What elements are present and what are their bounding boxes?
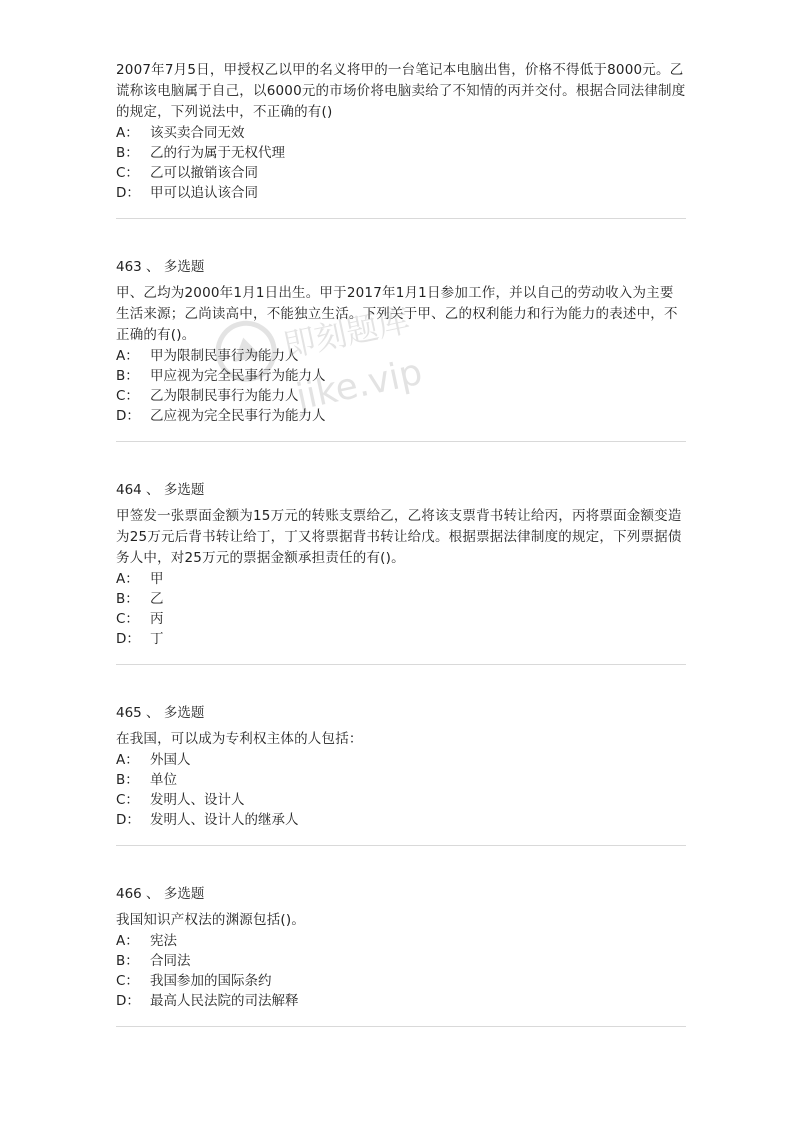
option-text: 合同法 [150,953,191,969]
option-letter: C： [116,792,139,808]
option-letter: B： [116,145,139,161]
question-stem: 我国知识产权法的渊源包括()。 [116,912,306,928]
divider [116,845,686,846]
question-stem: 甲、乙均为2000年1月1日出生。甲于2017年1月1日参加工作，并以自己的劳动收入为主要生活来源；乙尚读高中，不能独立生活。下列关于甲、乙的权利能力和行为能力的表述中，不正确的有()。 [116,285,678,343]
option-text: 丁 [150,631,164,647]
option-b [116,951,686,971]
option-c [116,386,686,406]
option-text: 甲应视为完全民事行为能力人 [150,368,326,384]
option-d [116,810,686,830]
question-block [116,60,686,203]
option-b [116,143,686,163]
option-letter: D： [116,631,140,647]
option-d [116,991,686,1011]
question-header: 463 、 多选题 [116,259,205,275]
option-text: 甲为限制民事行为能力人 [150,348,299,364]
option-text: 宪法 [150,933,177,949]
question-stem: 在我国，可以成为专利权主体的人包括： [116,731,363,747]
option-text: 甲可以追认该合同 [150,185,258,201]
option-d [116,183,686,203]
question-block [116,884,686,1011]
watermark-text: 即刻题库 [279,301,414,365]
option-a [116,569,686,589]
option-letter: C： [116,611,139,627]
option-c [116,609,686,629]
option-text: 发明人、设计人的继承人 [150,812,299,828]
option-d [116,406,686,426]
option-c [116,971,686,991]
question-stem: 甲签发一张票面金额为15万元的转账支票给乙，乙将该支票背书转让给丙，丙将票面金额变造为25万元后背书转让给丁，丁又将票据背书转让给戊。根据票据法律制度的规定，下列票据债务人中，对25万元的票据金额承担责任的有()。 [116,508,682,566]
option-text: 最高人民法院的司法解释 [150,993,299,1009]
option-letter: C： [116,165,139,181]
question-header: 464 、 多选题 [116,482,205,498]
option-letter: A： [116,571,139,587]
option-letter: D： [116,408,140,424]
option-letter: A： [116,933,139,949]
option-text: 乙的行为属于无权代理 [150,145,285,161]
option-letter: B： [116,368,139,384]
option-a [116,346,686,366]
option-letter: C： [116,388,139,404]
question-header: 466 、 多选题 [116,886,205,902]
option-letter: A： [116,125,139,141]
option-letter: D： [116,185,140,201]
option-text: 乙应视为完全民事行为能力人 [150,408,326,424]
option-text: 单位 [150,772,177,788]
option-b [116,366,686,386]
option-letter: D： [116,993,140,1009]
option-letter: B： [116,953,139,969]
option-letter: C： [116,973,139,989]
option-a [116,123,686,143]
divider [116,664,686,665]
option-text: 甲 [150,571,164,587]
option-text: 乙 [150,591,164,607]
option-b [116,589,686,609]
option-text: 该买卖合同无效 [150,125,245,141]
question-list [116,60,686,1065]
option-a [116,750,686,770]
question-header: 465 、 多选题 [116,705,205,721]
divider [116,218,686,219]
option-c [116,790,686,810]
option-text: 我国参加的国际条约 [150,973,272,989]
option-a [116,931,686,951]
question-block [116,703,686,830]
option-letter: D： [116,812,140,828]
option-letter: B： [116,772,139,788]
divider [116,441,686,442]
option-d [116,629,686,649]
option-letter: B： [116,591,139,607]
watermark-url: jike.vip [292,351,426,419]
question-block [116,257,686,426]
option-c [116,163,686,183]
option-text: 乙可以撤销该合同 [150,165,258,181]
option-text: 发明人、设计人 [150,792,245,808]
question-block [116,480,686,649]
option-text: 丙 [150,611,164,627]
option-text: 外国人 [150,752,191,768]
option-letter: A： [116,348,139,364]
option-letter: A： [116,752,139,768]
option-text: 乙为限制民事行为能力人 [150,388,299,404]
option-b [116,770,686,790]
question-stem: 2007年7月5日，甲授权乙以甲的名义将甲的一台笔记本电脑出售，价格不得低于8000元。乙谎称该电脑属于自己，以6000元的市场价将电脑卖给了不知情的丙并交付。根据合同法律制度的规定，下列说法中，不正确的有() [116,62,686,120]
divider [116,1026,686,1027]
